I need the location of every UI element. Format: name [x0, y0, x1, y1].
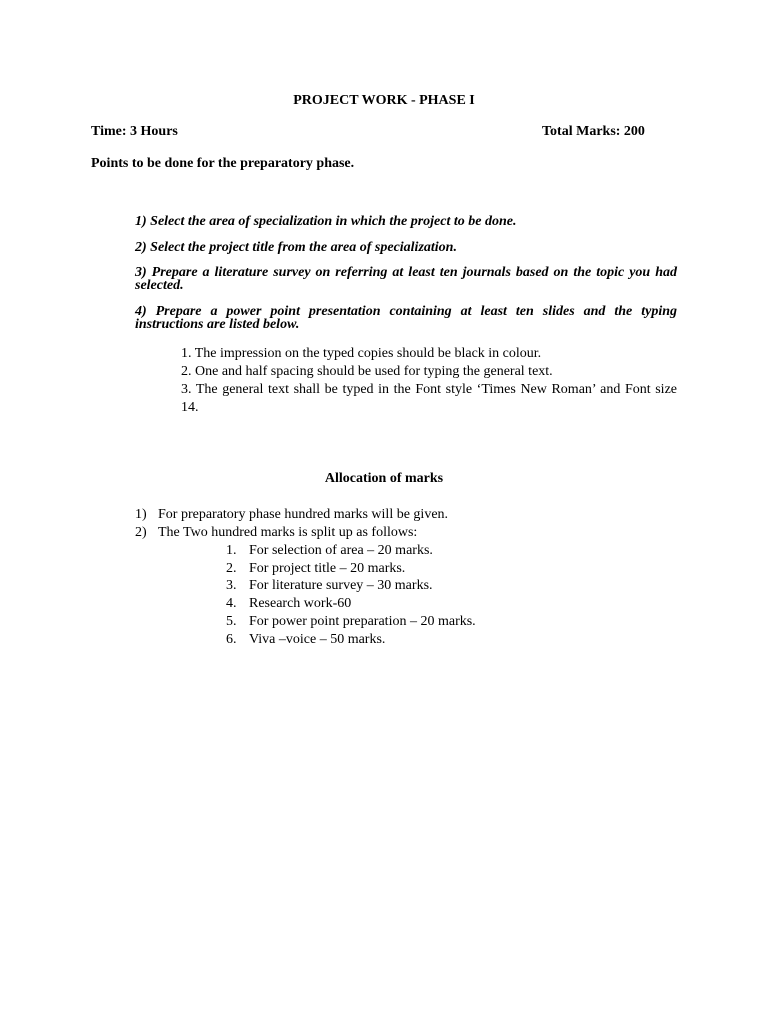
split-num: 1. [226, 543, 237, 558]
page-title: PROJECT WORK - PHASE I [293, 93, 475, 108]
split-num: 6. [226, 632, 237, 647]
instruction-2: 2. One and half spacing should be used for typing the general text. [181, 364, 553, 379]
intro-heading: Points to be done for the preparatory phase. [91, 156, 355, 171]
allocation-item-1: For preparatory phase hundred marks will be given. [158, 507, 449, 522]
split-item: For power point preparation – 20 marks. [249, 614, 476, 629]
instruction-3: 3. The general text shall be typed in the Font style ‘Times New Roman’ and Font size 14. [181, 382, 677, 415]
point-3: 3) Prepare a literature survey on referring at least ten journals based on the topic you had selected. [135, 265, 677, 293]
split-item: Research work-60 [249, 596, 352, 611]
point-4: 4) Prepare a power point presentation containing at least ten slides and the typing instructions are listed below. [135, 304, 677, 332]
split-num: 5. [226, 614, 237, 629]
split-item: For literature survey – 30 marks. [249, 578, 433, 593]
allocation-item-2: The Two hundred marks is split up as follows: [158, 525, 418, 540]
split-num: 2. [226, 561, 237, 576]
point-1: 1) Select the area of specialization in which the project to be done. [135, 214, 517, 229]
split-item: Viva –voice – 50 marks. [249, 632, 386, 647]
split-item: For project title – 20 marks. [249, 561, 406, 576]
allocation-heading: Allocation of marks [324, 471, 444, 486]
instruction-1: 1. The impression on the typed copies should be black in colour. [181, 346, 542, 361]
point-2: 2) Select the project title from the area of specialization. [135, 240, 457, 255]
allocation-num-1: 1) [135, 507, 147, 522]
total-marks-label: Total Marks: 200 [542, 124, 645, 139]
allocation-num-2: 2) [135, 525, 147, 540]
split-num: 4. [226, 596, 237, 611]
time-label: Time: 3 Hours [91, 124, 178, 139]
split-item: For selection of area – 20 marks. [249, 543, 433, 558]
split-num: 3. [226, 578, 237, 593]
